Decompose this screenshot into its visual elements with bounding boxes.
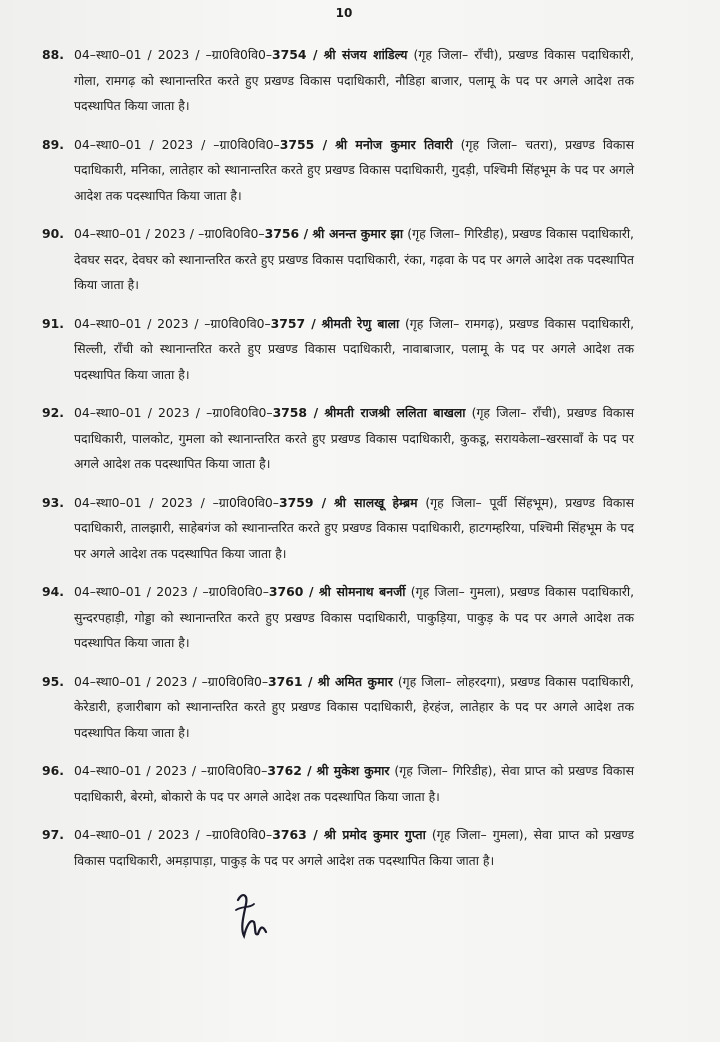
entry-number: 97. bbox=[42, 827, 64, 842]
entry-number: 91. bbox=[42, 315, 64, 331]
officer-name: श्री सोमनाथ बनर्जी bbox=[318, 584, 406, 599]
order-entry bbox=[0, 490, 720, 567]
posting-details: (गृह जिला– पूर्वी सिंहभूम), प्रखण्ड विकास पदाधिकारी, तालझारी, साहेबगंज को स्थानान्तरित करते हुए प्रखण्ड विकास पदाधिकारी, हाटगम्हरिया, पश्चिमी सिंहभूम के पद पर अगले आदेश तक पदस्थापित किया जाता है। bbox=[74, 494, 635, 561]
order-number: 3757 / bbox=[270, 315, 316, 331]
officer-name: श्रीमती राजश्री ललिता बाखला bbox=[324, 405, 466, 420]
posting-details: (गृह जिला– लोहरदगा), प्रखण्ड विकास पदाधिकारी, केरेडारी, हजारीबाग को स्थानान्तरित करते हुए प्रखण्ड विकास पदाधिकारी, हेरहंज, लातेहार के पद पर अगले आदेश तक पदस्थापित किया जाता है। bbox=[74, 673, 634, 740]
officer-name: श्री मनोज कुमार तिवारी bbox=[335, 136, 453, 152]
posting-details: (गृह जिला– गिरिडीह), सेवा प्राप्त को प्रखण्ड विकास पदाधिकारी, बेरमो, बोकारो के पद पर अगले आदेश तक पदस्थापित किया जाता है। bbox=[74, 763, 634, 804]
officer-name: श्री मुकेश कुमार bbox=[316, 763, 390, 778]
officer-name: श्री प्रमोद कुमार गुप्ता bbox=[323, 827, 426, 842]
officer-name: श्रीमती रेणु बाला bbox=[321, 315, 400, 331]
order-reference: 04–स्था0–01 / 2023 / –ग्रा0वि0वि0– bbox=[74, 763, 268, 778]
posting-details: (गृह जिला– गुमला), प्रखण्ड विकास पदाधिकारी, सुन्दरपहाड़ी, गोड्डा को स्थानान्तरित करते हुए प्रखण्ड विकास पदाधिकारी, पाकुड़िया, पाकुड़ के पद पर अगले आदेश तक पदस्थापित किया जाता है। bbox=[74, 584, 635, 650]
entry-number: 96. bbox=[42, 763, 64, 778]
entries-list bbox=[0, 42, 720, 873]
order-reference: 04–स्था0–01 / 2023 / –ग्रा0वि0वि0– bbox=[74, 494, 280, 510]
order-number: 3759 / bbox=[279, 494, 327, 510]
order-number: 3755 / bbox=[279, 136, 328, 152]
posting-details: (गृह जिला– गुमला), सेवा प्राप्त को प्रखण्ड विकास पदाधिकारी, अमड़ापाड़ा, पाकुड़ के पद पर अगले आदेश तक पदस्थापित किया जाता है। bbox=[74, 827, 634, 868]
order-entry bbox=[0, 311, 720, 388]
officer-name: श्री अनन्त कुमार झा bbox=[312, 226, 404, 241]
order-reference: 04–स्था0–01 / 2023 / –ग्रा0वि0वि0– bbox=[74, 405, 273, 420]
order-entry bbox=[0, 132, 720, 209]
order-entry bbox=[0, 221, 720, 298]
officer-name: श्री अमित कुमार bbox=[317, 673, 393, 689]
posting-details: (गृह जिला– रामगढ़), प्रखण्ड विकास पदाधिकारी, सिल्ली, राँची को स्थानान्तरित करते हुए प्रखण्ड विकास पदाधिकारी, नावाबाजार, पलामू के पद पर अगले आदेश तक पदस्थापित किया जाता है। bbox=[74, 315, 635, 382]
order-reference: 04–स्था0–01 / 2023 / –ग्रा0वि0वि0– bbox=[74, 673, 269, 689]
posting-details: (गृह जिला– चतरा), प्रखण्ड विकास पदाधिकारी, मनिका, लातेहार को स्थानान्तरित करते हुए प्रखण्ड विकास पदाधिकारी, गुदड़ी, पश्चिमी सिंहभूम के पद पर अगले आदेश तक पदस्थापित किया जाता है। bbox=[74, 136, 635, 203]
order-reference: 04–स्था0–01 / 2023 / –ग्रा0वि0वि0– bbox=[74, 584, 269, 599]
order-reference: 04–स्था0–01 / 2023 / –ग्रा0वि0वि0– bbox=[74, 136, 280, 152]
order-number: 3761 / bbox=[268, 673, 313, 689]
order-reference: 04–स्था0–01 / 2023 / –ग्रा0वि0वि0– bbox=[74, 827, 273, 842]
entry-number: 89. bbox=[42, 136, 64, 152]
order-entry bbox=[0, 669, 720, 746]
order-number: 3763 / bbox=[272, 827, 318, 842]
entry-number: 93. bbox=[42, 494, 64, 510]
order-entry bbox=[0, 758, 720, 809]
order-number: 3760 / bbox=[268, 584, 314, 599]
officer-name: श्री संजय शांडिल्य bbox=[323, 47, 408, 62]
officer-name: श्री सालखू हेम्ब्रम bbox=[334, 494, 418, 510]
entry-number: 92. bbox=[42, 405, 64, 420]
order-reference: 04–स्था0–01 / 2023 / –ग्रा0वि0वि0– bbox=[74, 47, 273, 62]
page-number: 10 bbox=[335, 6, 353, 20]
order-entry bbox=[0, 42, 720, 119]
posting-details: (गृह जिला– राँची), प्रखण्ड विकास पदाधिकारी, पालकोट, गुमला को स्थानान्तरित करते हुए प्रखण्ड विकास पदाधिकारी, कुकडू, सरायकेला–खरसावाँ के पद पर अगले आदेश तक पदस्थापित किया जाता है। bbox=[74, 405, 634, 471]
entry-number: 94. bbox=[42, 584, 64, 599]
entry-number: 88. bbox=[42, 47, 64, 62]
order-number: 3758 / bbox=[272, 405, 319, 420]
order-entry bbox=[0, 400, 720, 477]
order-number: 3756 / bbox=[264, 226, 309, 241]
order-reference: 04–स्था0–01 / 2023 / –ग्रा0वि0वि0– bbox=[74, 315, 271, 331]
posting-details: (गृह जिला– गिरिडीह), प्रखण्ड विकास पदाधिकारी, देवघर सदर, देवघर को स्थानान्तरित करते हुए प्रखण्ड विकास पदाधिकारी, रंका, गढ़वा के पद पर अगले आदेश तक पदस्थापित किया जाता है। bbox=[74, 226, 634, 292]
order-entry bbox=[0, 579, 720, 656]
entry-number: 90. bbox=[42, 226, 64, 241]
entry-number: 95. bbox=[42, 673, 64, 689]
signature-initial bbox=[232, 888, 272, 944]
order-reference: 04–स्था0–01 / 2023 / –ग्रा0वि0वि0– bbox=[74, 226, 265, 241]
order-number: 3754 / bbox=[272, 47, 318, 62]
order-entry bbox=[0, 822, 720, 873]
posting-details: (गृह जिला– राँची), प्रखण्ड विकास पदाधिकारी, गोला, रामगढ़ को स्थानान्तरित करते हुए प्रखण्ड विकास पदाधिकारी, नौडिहा बाजार, पलामू के पद पर अगले आदेश तक पदस्थापित किया जाता है। bbox=[74, 47, 635, 113]
order-number: 3762 / bbox=[267, 763, 312, 778]
